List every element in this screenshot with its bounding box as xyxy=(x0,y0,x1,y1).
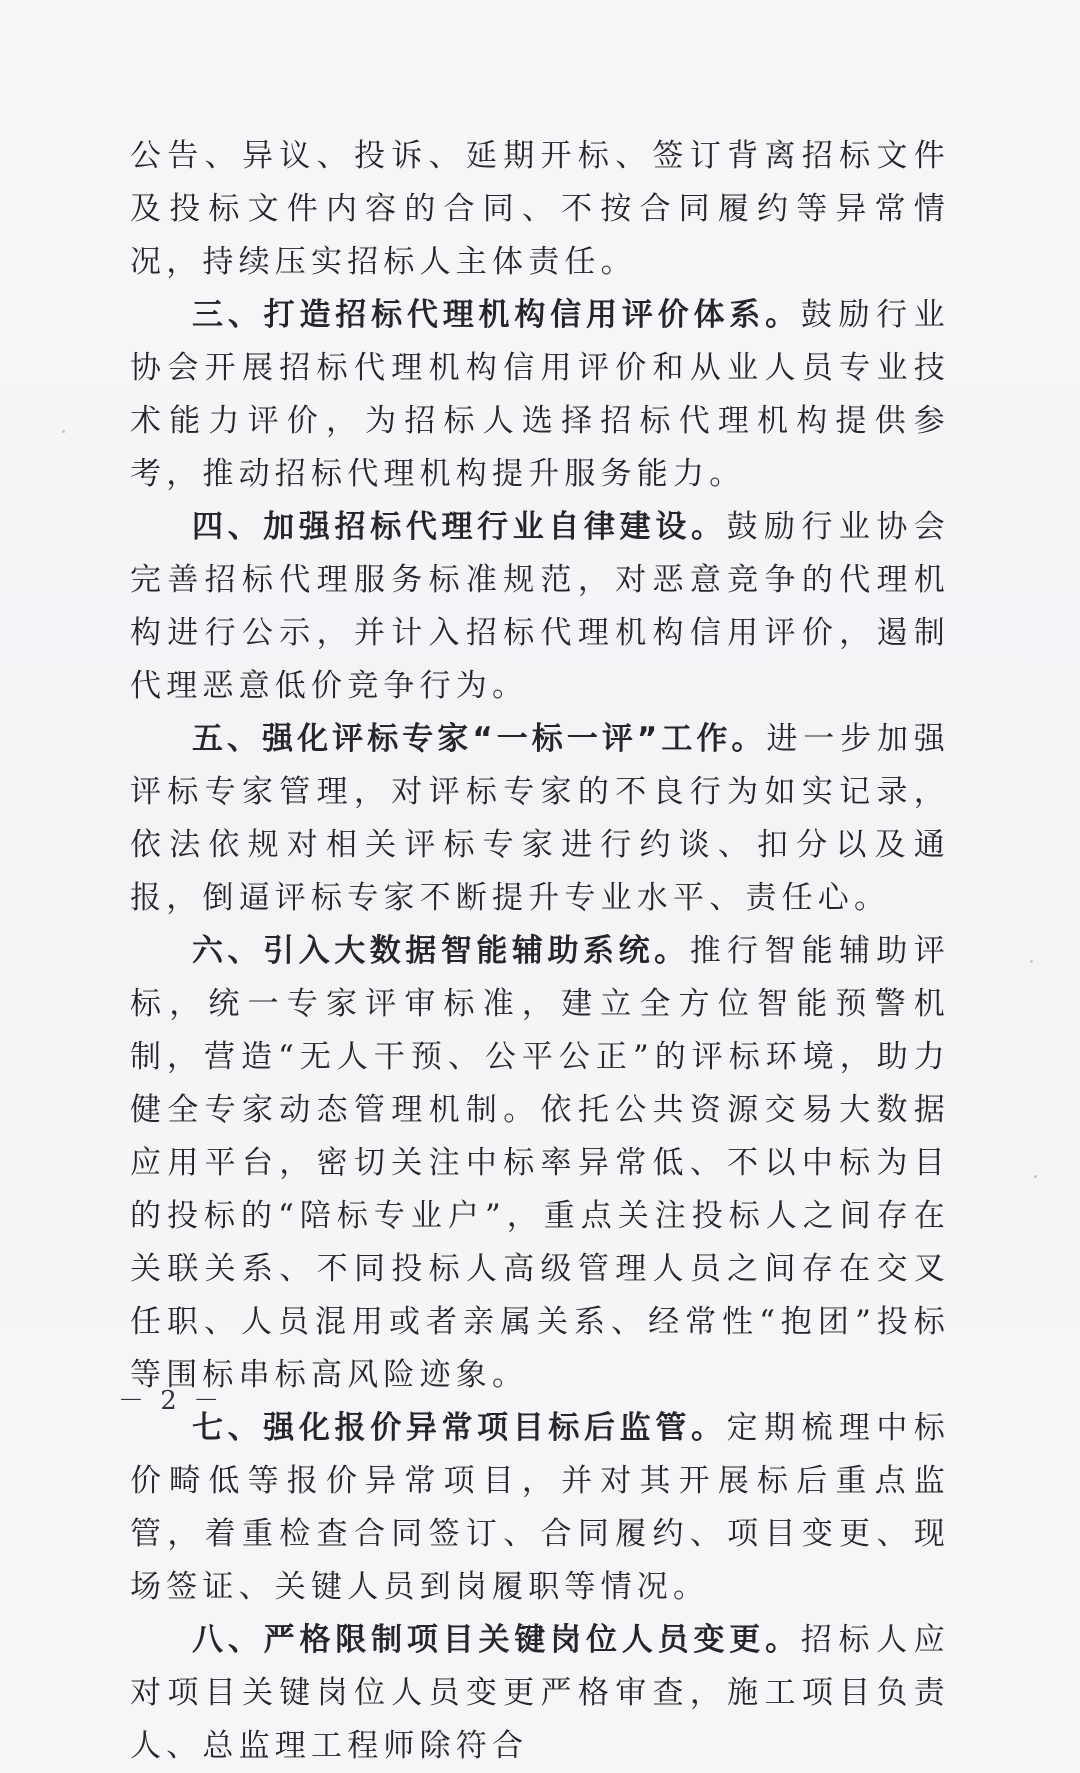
paragraph-section-6 xyxy=(130,925,950,1402)
section-heading: 五、强化评标专家“一标一评”工作。 xyxy=(192,721,767,757)
paragraph-section-4 xyxy=(130,501,950,713)
paragraph-text: 推行智能辅助评标，统一专家评审标准，建立全方位智能预警机制，营造“无人干预、公平公正”的评标环境，助力健全专家动态管理机制。依托公共资源交易大数据应用平台，密切关注中标率异常低、不以中标为目的投标的“陪标专业户”，重点关注投标人之间存在关联关系、不同投标人高级管理人员之间存在交叉任职、人员混用或者亲属关系、经常性“抱团”投标等围标串标高风险迹象。 xyxy=(130,933,950,1393)
section-heading: 三、打造招标代理机构信用评价体系。 xyxy=(192,297,801,333)
page-number: － 2 － xyxy=(118,1386,224,1416)
paragraph-section-8 xyxy=(130,1614,950,1773)
paragraph-continuation xyxy=(130,130,950,289)
scan-speck xyxy=(1034,1175,1037,1178)
paragraph-section-3 xyxy=(130,289,950,501)
section-heading: 七、强化报价异常项目标后监管。 xyxy=(192,1410,727,1446)
paragraph-text: 鼓励行业协会开展招标代理机构信用评价和从业人员专业技术能力评价，为招标人选择招标代理机构提供参考，推动招标代理机构提升服务能力。 xyxy=(130,297,950,492)
paragraph-text: 进一步加强评标专家管理，对评标专家的不良行为如实记录，依法依规对相关评标专家进行约谈、扣分以及通报，倒逼评标专家不断提升专业水平、责任心。 xyxy=(130,721,950,916)
paragraph-text: 鼓励行业协会完善招标代理服务标准规范，对恶意竞争的代理机构进行公示，并计入招标代理机构信用评价，遏制代理恶意低价竞争行为。 xyxy=(130,509,951,704)
paragraph-text: 招标人应对项目关键岗位人员变更严格审查，施工项目负责人、总监理工程师除符合 xyxy=(130,1622,950,1764)
scan-speck xyxy=(62,430,65,433)
section-heading: 四、加强招标代理行业自律建设。 xyxy=(192,509,727,545)
section-heading: 八、严格限制项目关键岗位人员变更。 xyxy=(192,1622,801,1658)
paragraph-section-7 xyxy=(130,1402,950,1614)
document-body xyxy=(130,130,950,1773)
paragraph-text: 公告、异议、投诉、延期开标、签订背离招标文件及投标文件内容的合同、不按合同履约等异常情况，持续压实招标人主体责任。 xyxy=(130,138,950,280)
paragraph-section-5 xyxy=(130,713,950,925)
section-heading: 六、引入大数据智能辅助系统。 xyxy=(192,933,690,969)
paragraph-text: 定期梳理中标价畸低等报价异常项目，并对其开展标后重点监管，着重检查合同签订、合同履约、项目变更、现场签证、关键人员到岗履职等情况。 xyxy=(130,1410,951,1605)
scan-speck xyxy=(1030,960,1033,963)
